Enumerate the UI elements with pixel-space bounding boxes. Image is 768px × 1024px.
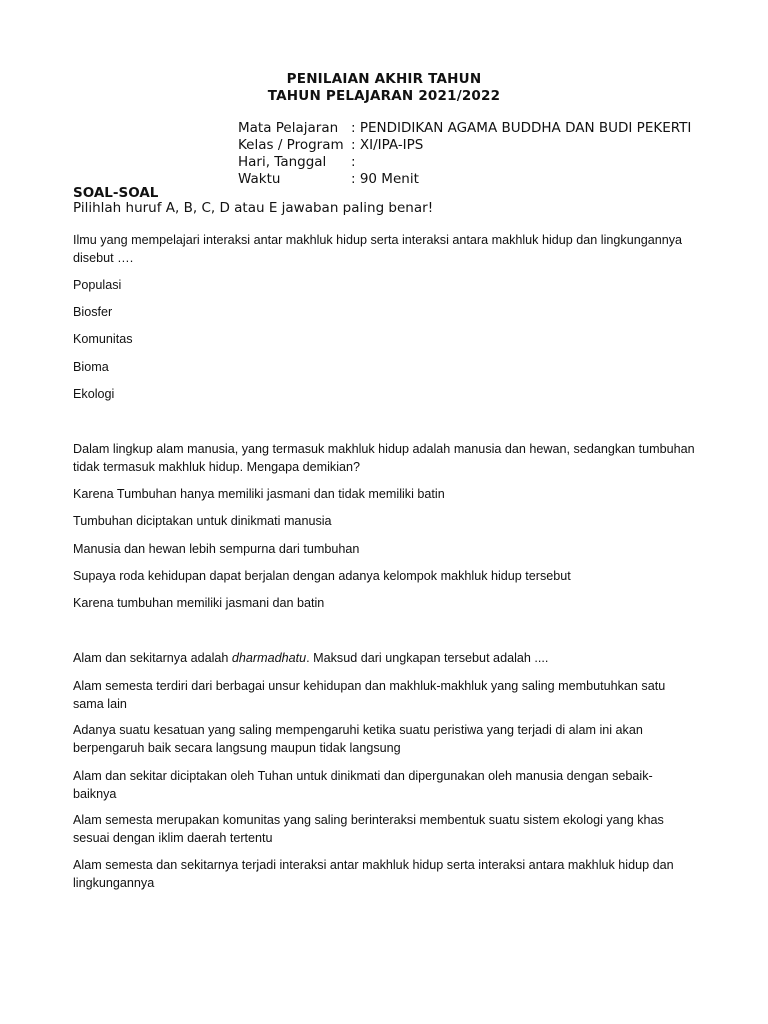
exam-meta xyxy=(238,120,691,188)
question-1-option: Biosfer xyxy=(73,305,113,319)
question-3-option: Alam semesta terdiri dari berbagai unsur kehidupan dan makhluk-makhluk yang saling membutuhkan satu sama lain xyxy=(73,679,666,711)
question-3-option: Alam semesta merupakan komunitas yang saling berinteraksi membentuk suatu sistem ekologi yang khas sesuai dengan iklim daerah tertentu xyxy=(73,813,664,845)
question-3-term: dharmadhatu xyxy=(231,651,307,665)
question-3-option: Alam semesta dan sekitarnya terjadi interaksi antar makhluk hidup serta interaksi antara makhluk hidup dan lingkungannya xyxy=(73,858,674,890)
header-title: PENILAIAN AKHIR TAHUN xyxy=(286,71,482,87)
meta-value: : XI/IPA-IPS xyxy=(351,137,424,153)
question-3-text-start: Alam dan sekitarnya adalah xyxy=(73,651,232,665)
meta-value: : 90 Menit xyxy=(351,171,419,187)
meta-label: Waktu xyxy=(238,171,281,187)
meta-label: Hari, Tanggal xyxy=(238,154,327,170)
question-1-option: Komunitas xyxy=(73,332,133,346)
question-2-text: Dalam lingkup alam manusia, yang termasuk makhluk hidup adalah manusia dan hewan, sedangkan tumbuhan tidak termasuk makhluk hidup. Mengapa demikian? xyxy=(73,442,695,474)
question-2-option: Karena Tumbuhan hanya memiliki jasmani dan tidak memiliki batin xyxy=(73,487,445,501)
question-2-option: Supaya roda kehidupan dapat berjalan dengan adanya kelompok makhluk hidup tersebut xyxy=(73,569,571,583)
question-2-option: Karena tumbuhan memiliki jasmani dan batin xyxy=(73,596,325,610)
question-1-option: Populasi xyxy=(73,278,122,292)
question-1-option: Ekologi xyxy=(73,387,115,401)
meta-row-subject xyxy=(238,120,691,137)
question-1-option: Bioma xyxy=(73,360,109,374)
instruction-text: Pilihlah huruf A, B, C, D atau E jawaban paling benar! xyxy=(73,200,434,216)
question-3-text-end: . Maksud dari ungkapan tersebut adalah .... xyxy=(306,651,549,665)
question-2-option: Manusia dan hewan lebih sempurna dari tumbuhan xyxy=(73,542,360,556)
section-title: SOAL-SOAL xyxy=(73,185,159,201)
question-3-option: Adanya suatu kesatuan yang saling mempengaruhi ketika suatu peristiwa yang terjadi di alam ini akan berpengaruh baik secara langsung maupun tidak langsung xyxy=(73,723,643,755)
question-3-option: Alam dan sekitar diciptakan oleh Tuhan untuk dinikmati dan dipergunakan oleh manusia dengan sebaik-baiknya xyxy=(73,769,653,801)
header-subtitle: TAHUN PELAJARAN 2021/2022 xyxy=(267,88,501,104)
question-1-text: Ilmu yang mempelajari interaksi antar makhluk hidup serta interaksi antara makhluk hidup dan lingkungannya disebut …. xyxy=(73,233,683,265)
meta-label: Kelas / Program xyxy=(238,137,344,153)
question-3-text xyxy=(73,650,695,668)
meta-row-class xyxy=(238,137,691,154)
meta-row-date xyxy=(238,154,691,171)
question-2-option: Tumbuhan diciptakan untuk dinikmati manusia xyxy=(73,514,332,528)
meta-value: : PENDIDIKAN AGAMA BUDDHA DAN BUDI PEKERTI xyxy=(351,120,692,136)
meta-row-time xyxy=(238,171,691,188)
meta-value: : xyxy=(351,154,356,170)
meta-label: Mata Pelajaran xyxy=(238,120,339,136)
